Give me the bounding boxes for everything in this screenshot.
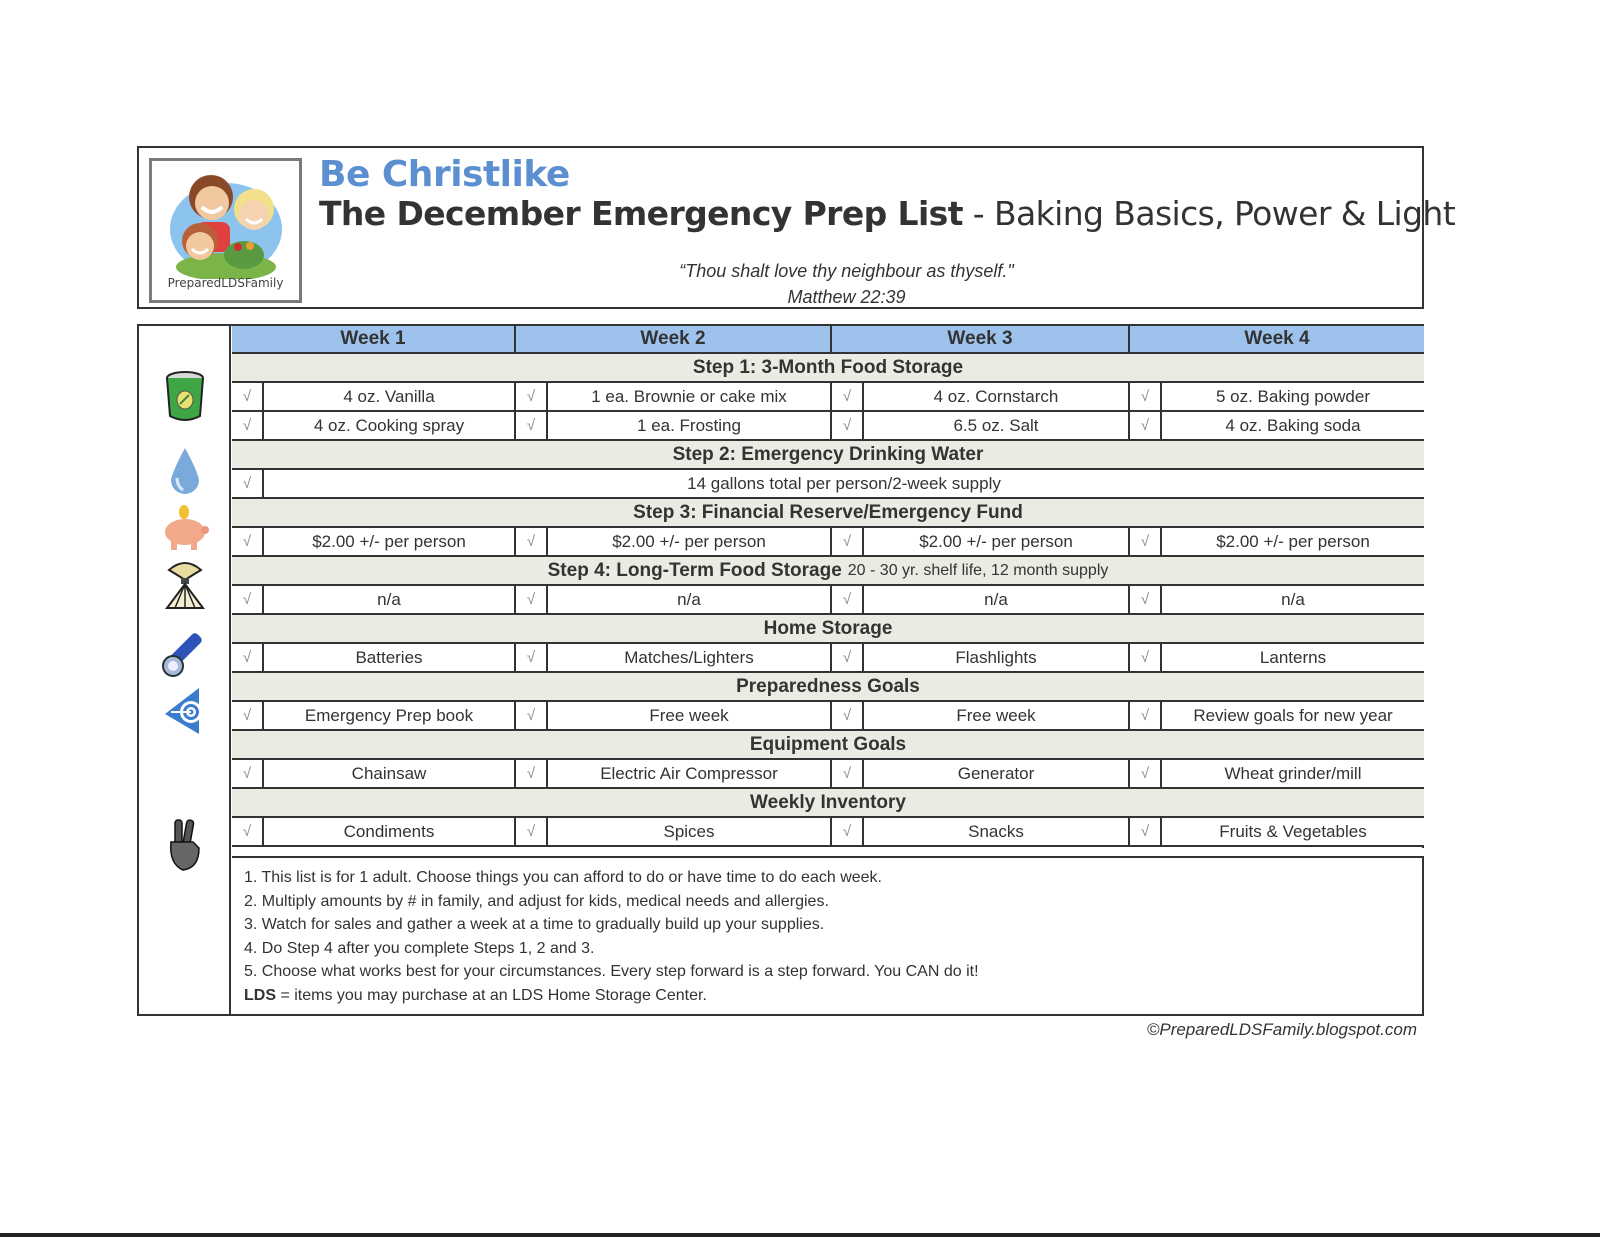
- lds-label: LDS: [244, 986, 276, 1004]
- section-header: [232, 731, 1424, 760]
- checkbox[interactable]: √: [232, 412, 264, 439]
- item-cell: 6.5 oz. Salt: [864, 412, 1130, 439]
- item-cell: Electric Air Compressor: [548, 760, 832, 787]
- item-cell: Fruits & Vegetables: [1219, 821, 1367, 841]
- checkbox[interactable]: √: [832, 818, 864, 845]
- checkbox[interactable]: √: [516, 818, 548, 845]
- checkbox[interactable]: √: [832, 412, 864, 439]
- item-cell: n/a: [1281, 589, 1305, 609]
- checkbox[interactable]: √: [516, 702, 548, 729]
- section-subtitle: 20 - 30 yr. shelf life, 12 month supply: [847, 561, 1109, 579]
- table-row: [232, 644, 1424, 673]
- checkbox[interactable]: √: [232, 644, 264, 671]
- scripture-quote: [139, 258, 1554, 310]
- quote-reference: Matthew 22:39: [787, 287, 906, 307]
- section-header: [232, 615, 1424, 644]
- item-cell: Snacks: [864, 818, 1130, 845]
- quote-text: “Thou shalt love thy neighbour as thyself.": [679, 261, 1014, 281]
- item-cell: $2.00 +/- per person: [264, 528, 516, 555]
- item-cell: 4 oz. Baking soda: [1225, 415, 1361, 435]
- section-title: Equipment Goals: [749, 733, 907, 755]
- section-title: Step 2: Emergency Drinking Water: [672, 443, 984, 465]
- piggy-bank-icon: [161, 502, 209, 556]
- section-header: [232, 354, 1424, 383]
- week-3-header: Week 3: [832, 326, 1130, 352]
- item-cell: 1 ea. Frosting: [548, 412, 832, 439]
- week-4-header: Week 4: [1244, 328, 1310, 349]
- checkbox[interactable]: √: [516, 586, 548, 613]
- item-cell: 4 oz. Vanilla: [264, 383, 516, 410]
- checkbox[interactable]: √: [516, 412, 548, 439]
- checkbox[interactable]: √: [516, 644, 548, 671]
- checkbox[interactable]: √: [832, 383, 864, 410]
- notes-spacer: [232, 848, 1424, 856]
- item-cell: Chainsaw: [264, 760, 516, 787]
- notes-box: [232, 856, 1424, 1014]
- item-cell: Batteries: [264, 644, 516, 671]
- checkbox[interactable]: √: [232, 470, 264, 497]
- section-header: [232, 673, 1424, 702]
- table-row: [232, 818, 1424, 847]
- note-lds: [244, 984, 1412, 1008]
- item-cell: Wheat grinder/mill: [1224, 763, 1362, 783]
- item-cell: 4 oz. Cornstarch: [864, 383, 1130, 410]
- section-title: Home Storage: [763, 617, 893, 639]
- item-cell: Emergency Prep book: [264, 702, 516, 729]
- section-title: Preparedness Goals: [736, 675, 920, 697]
- item-cell: 1 ea. Brownie or cake mix: [548, 383, 832, 410]
- checkbox[interactable]: √: [1130, 702, 1162, 729]
- logo-text: PreparedLDSFamily: [167, 276, 284, 290]
- week-2-header: Week 2: [516, 326, 832, 352]
- item-cell: Matches/Lighters: [548, 644, 832, 671]
- section-title: Weekly Inventory: [750, 791, 906, 813]
- table-row: [232, 702, 1424, 731]
- item-cell: n/a: [264, 586, 516, 613]
- checkbox[interactable]: √: [832, 586, 864, 613]
- section-title: Step 4: Long-Term Food Storage: [547, 559, 842, 581]
- checkbox[interactable]: √: [1130, 383, 1162, 410]
- section-header: [232, 789, 1424, 818]
- item-cell: Condiments: [264, 818, 516, 845]
- title-subtitle: - Baking Basics, Power & Light: [962, 194, 1456, 233]
- title-bold: The December Emergency Prep List: [319, 194, 963, 233]
- checklist-grid: [232, 326, 1424, 847]
- peace-hand-icon: [161, 818, 209, 872]
- section-header: [232, 499, 1424, 528]
- week-1-header: Week 1: [232, 326, 516, 352]
- table-row: [232, 760, 1424, 789]
- checkbox[interactable]: √: [232, 383, 264, 410]
- food-can-icon: [161, 370, 209, 424]
- checkbox[interactable]: √: [1130, 412, 1162, 439]
- item-cell: Spices: [548, 818, 832, 845]
- checkbox[interactable]: √: [832, 760, 864, 787]
- note-2: 2. Multiply amounts by # in family, and adjust for kids, medical needs and allergies.: [244, 892, 829, 910]
- item-cell: Free week: [548, 702, 832, 729]
- table-row: [232, 586, 1424, 615]
- checkbox[interactable]: √: [832, 702, 864, 729]
- item-cell: Review goals for new year: [1193, 705, 1393, 725]
- checkbox[interactable]: √: [232, 760, 264, 787]
- section-header: [232, 441, 1424, 470]
- table-row: [232, 412, 1424, 441]
- target-icon: [161, 684, 209, 738]
- checkbox[interactable]: √: [1130, 760, 1162, 787]
- checklist-box: [137, 324, 1424, 1016]
- item-cell: $2.00 +/- per person: [864, 528, 1130, 555]
- checkbox[interactable]: √: [516, 383, 548, 410]
- table-row: [232, 383, 1424, 412]
- lds-description: = items you may purchase at an LDS Home Storage Center.: [276, 986, 707, 1004]
- note-5: 5. Choose what works best for your circumstances. Every step forward is a step forward. You CAN do it!: [244, 963, 979, 981]
- item-cell: 4 oz. Cooking spray: [264, 412, 516, 439]
- item-cell: Generator: [864, 760, 1130, 787]
- wheat-sheaf-icon: [161, 558, 209, 612]
- checkbox[interactable]: √: [832, 644, 864, 671]
- checkbox[interactable]: √: [1130, 528, 1162, 555]
- item-cell: n/a: [864, 586, 1130, 613]
- checkbox[interactable]: √: [1130, 586, 1162, 613]
- item-cell: Lanterns: [1259, 647, 1327, 667]
- icon-column: [139, 326, 231, 1014]
- week-header-row: [232, 326, 1424, 354]
- item-cell: $2.00 +/- per person: [1216, 531, 1370, 551]
- checkbox[interactable]: √: [1130, 818, 1162, 845]
- header-box: [137, 146, 1456, 309]
- item-cell: $2.00 +/- per person: [548, 528, 832, 555]
- scan-edge: [0, 1233, 1600, 1237]
- copyright: ©PreparedLDSFamily.blogspot.com: [1146, 1020, 1417, 1039]
- page-title: [319, 194, 1455, 233]
- item-cell: 5 oz. Baking powder: [1215, 386, 1371, 406]
- checkbox[interactable]: √: [516, 760, 548, 787]
- table-row: [232, 528, 1424, 557]
- brand-title: Be Christlike: [319, 154, 570, 195]
- checkbox[interactable]: √: [232, 586, 264, 613]
- note-3: 3. Watch for sales and gather a week at a time to gradually build up your supplies.: [244, 916, 825, 934]
- checkbox[interactable]: √: [232, 528, 264, 555]
- note-1: 1. This list is for 1 adult. Choose things you can afford to do or have time to do each week.: [244, 869, 882, 886]
- note-4: 4. Do Step 4 after you complete Steps 1, 2 and 3.: [244, 939, 595, 957]
- section-header: [232, 557, 1424, 586]
- checkbox[interactable]: √: [232, 702, 264, 729]
- item-cell: n/a: [548, 586, 832, 613]
- item-cell: Flashlights: [864, 644, 1130, 671]
- checkbox[interactable]: √: [516, 528, 548, 555]
- section-title: Step 1: 3-Month Food Storage: [692, 356, 964, 378]
- table-row: [232, 470, 1424, 499]
- checkbox[interactable]: √: [1130, 644, 1162, 671]
- checkbox[interactable]: √: [232, 818, 264, 845]
- flashlight-icon: [161, 626, 209, 680]
- water-drop-icon: [161, 444, 209, 498]
- section-title: Step 3: Financial Reserve/Emergency Fund: [633, 501, 1023, 523]
- item-cell-wide: 14 gallons total per person/2-week supply: [687, 473, 1001, 493]
- item-cell: Free week: [864, 702, 1130, 729]
- checkbox[interactable]: √: [832, 528, 864, 555]
